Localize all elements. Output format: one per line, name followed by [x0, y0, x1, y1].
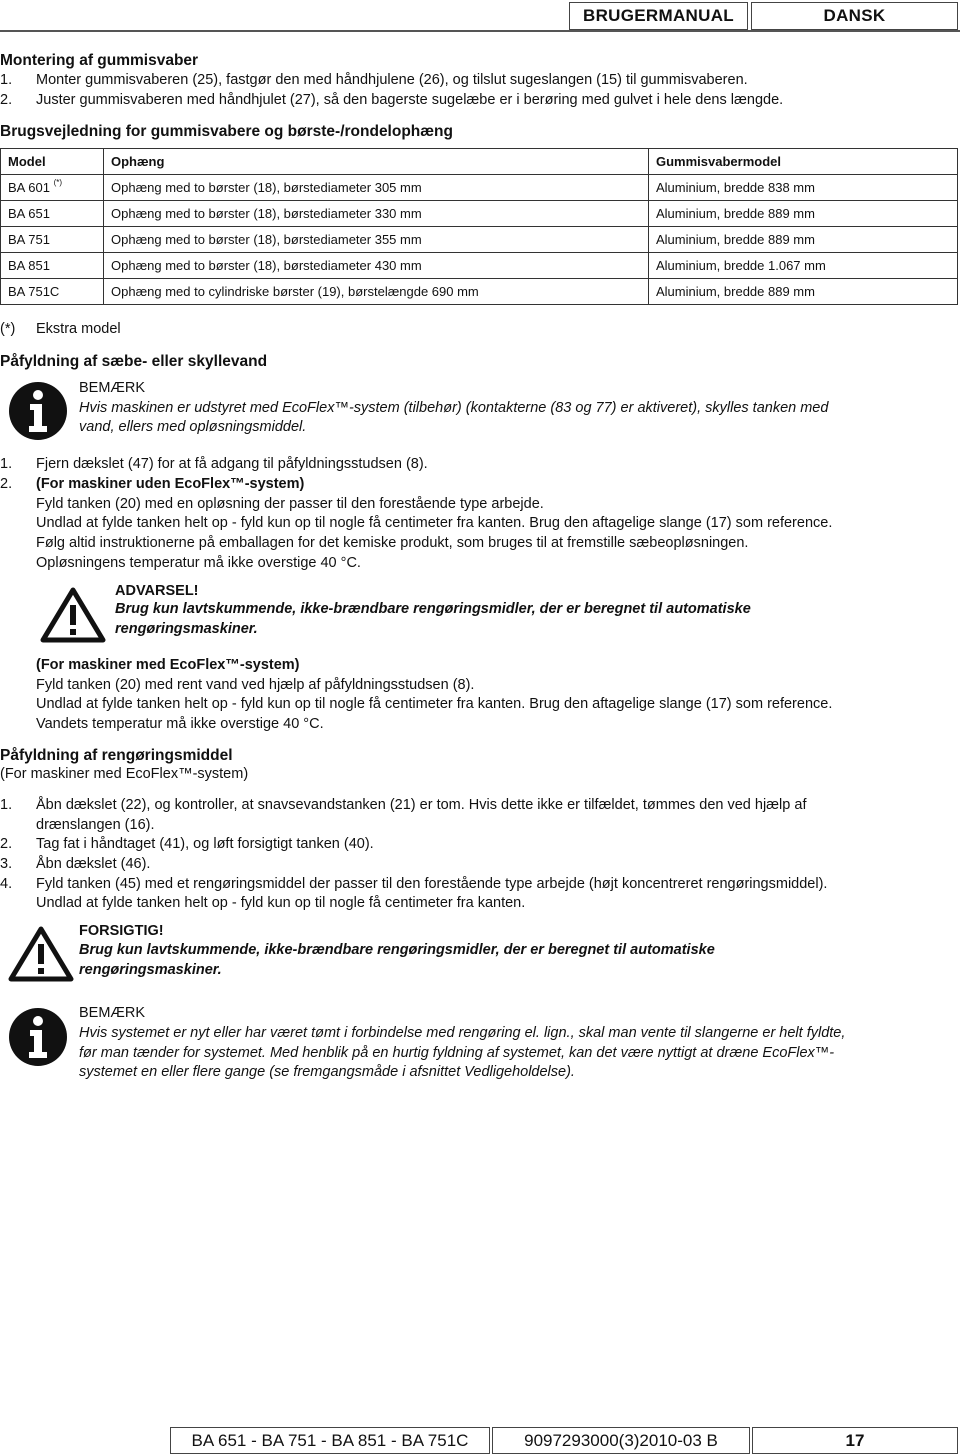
- header-rule: [0, 30, 960, 32]
- detergent-step-4-cont: Undlad at fylde tanken helt op - fyld kun op til nogle få centimeter fra kanten.: [36, 895, 526, 911]
- cell-hanging: Ophæng med to børster (18), børstediameter 355 mm: [104, 227, 649, 253]
- ecoflex-line: Fyld tanken (20) med rent vand ved hjælp af påfyldningsstudsen (8).: [36, 677, 475, 693]
- cell-model: BA 751C: [1, 279, 104, 305]
- detergent-step-1: 1. Åbn dækslet (22), og kontroller, at snavsevandstanken (21) er tom. Hvis dette ikke er tilfældet, tømmes den ved hjælp af: [0, 797, 807, 813]
- caution-text-line: Brug kun lavtskummende, ikke-brændbare rengøringsmidler, der er beregnet til automatiske: [79, 942, 715, 958]
- cell-model: BA 601 (*): [1, 175, 104, 201]
- cell-squeegee: Aluminium, bredde 838 mm: [649, 175, 958, 201]
- table-header-row: [1, 149, 958, 175]
- filling-step-1: 1. Fjern dækslet (47) for at få adgang til påfyldningsstudsen (8).: [0, 456, 428, 472]
- filling-step-2-line: Opløsningens temperatur må ikke overstige 40 °C.: [36, 555, 361, 571]
- note-text-line: før man tænder for systemet. Med henblik på en hurtig fyldning af systemet, kan det være nyttigt at dræne EcoFlex™-: [79, 1045, 835, 1061]
- cell-model: BA 851: [1, 253, 104, 279]
- usage-title: Brugsvejledning for gummisvabere og børste-/rondelophæng: [0, 123, 453, 140]
- table-row: [1, 201, 958, 227]
- usage-table: [0, 148, 958, 305]
- table-row: [1, 227, 958, 253]
- footer-page-number: 17: [752, 1427, 958, 1454]
- note-label: BEMÆRK: [79, 380, 146, 396]
- cell-squeegee: Aluminium, bredde 889 mm: [649, 227, 958, 253]
- ecoflex-heading: (For maskiner med EcoFlex™-system): [36, 657, 300, 673]
- filling-title: Påfyldning af sæbe- eller skyllevand: [0, 353, 268, 370]
- filling-step-2-line: Fyld tanken (20) med en opløsning der passer til den forestående type arbejde.: [36, 496, 544, 512]
- footnote: (*) Ekstra model: [0, 321, 121, 337]
- warning-icon: [8, 926, 74, 982]
- table-row: [1, 175, 958, 201]
- cell-hanging: Ophæng med to børster (18), børstediameter 305 mm: [104, 175, 649, 201]
- filling-step-2-line: Følg altid instruktionerne på emballagen for det kemiske produkt, som bruges til at fremstille sæbeopløsningen.: [36, 535, 749, 551]
- caution-label: FORSIGTIG!: [79, 923, 164, 939]
- table-row: [1, 279, 958, 305]
- detergent-step-2: 2. Tag fat i håndtaget (41), og løft forsigtigt tanken (40).: [0, 836, 374, 852]
- cell-model: BA 651: [1, 201, 104, 227]
- header-language: DANSK: [751, 2, 958, 30]
- info-icon: [9, 1008, 67, 1066]
- detergent-step-3: 3. Åbn dækslet (46).: [0, 856, 151, 872]
- cell-hanging: Ophæng med to cylindriske børster (19), børstelængde 690 mm: [104, 279, 649, 305]
- filling-step-2-line: Undlad at fylde tanken helt op - fyld kun op til nogle få centimeter fra kanten. Brug den aftagelige slange (17) som reference.: [36, 515, 833, 531]
- extra-model-mark: (*): [53, 178, 63, 187]
- cell-squeegee: Aluminium, bredde 889 mm: [649, 201, 958, 227]
- cell-hanging: Ophæng med to børster (18), børstediameter 330 mm: [104, 201, 649, 227]
- warning-text-line: Brug kun lavtskummende, ikke-brændbare rengøringsmidler, der er beregnet til automatiske: [115, 601, 751, 617]
- detergent-subtitle: (For maskiner med EcoFlex™-system): [0, 766, 249, 782]
- cell-squeegee: Aluminium, bredde 889 mm: [649, 279, 958, 305]
- cell-model: BA 751: [1, 227, 104, 253]
- col-header-hanging: Ophæng: [104, 149, 649, 175]
- mounting-step-1: 1. Monter gummisvaberen (25), fastgør den med håndhjulene (26), og tilslut sugeslangen (15) til gummisvaberen.: [0, 72, 748, 88]
- info-icon: [9, 382, 67, 440]
- cell-squeegee: Aluminium, bredde 1.067 mm: [649, 253, 958, 279]
- detergent-step-4: 4. Fyld tanken (45) med et rengøringsmiddel der passer til den forestående type arbejde (højt koncentreret rengøringsmiddel).: [0, 876, 828, 892]
- table-row: [1, 253, 958, 279]
- header-manual: BRUGERMANUAL: [569, 2, 748, 30]
- note-text-line: vand, ellers med opløsningsmiddel.: [79, 419, 307, 435]
- mounting-title: Montering af gummisvaber: [0, 52, 199, 69]
- footer-doc-code: 9097293000(3)2010-03 B: [492, 1427, 750, 1454]
- warning-icon: [40, 587, 106, 643]
- warning-label: ADVARSEL!: [115, 583, 199, 599]
- caution-text-line: rengøringsmaskiner.: [79, 962, 222, 978]
- col-header-squeegee: Gummisvabermodel: [649, 149, 958, 175]
- note-text-line: Hvis systemet er nyt eller har været tømt i forbindelse med rengøring el. lign., skal man vente til slangerne er helt fyldte,: [79, 1025, 846, 1041]
- ecoflex-line: Undlad at fylde tanken helt op - fyld kun op til nogle få centimeter fra kanten. Brug den aftagelige slange (17) som reference.: [36, 696, 833, 712]
- detergent-title: Påfyldning af rengøringsmiddel: [0, 747, 233, 764]
- note-label: BEMÆRK: [79, 1005, 146, 1021]
- mounting-step-2: 2. Juster gummisvaberen med håndhjulet (27), så den bagerste sugelæbe er i berøring med gulvet i hele dens længde.: [0, 92, 784, 108]
- cell-hanging: Ophæng med to børster (18), børstediameter 430 mm: [104, 253, 649, 279]
- note-text-line: systemet en eller flere gange (se fremgangsmåde i afsnittet Vedligeholdelse).: [79, 1064, 575, 1080]
- warning-text-line: rengøringsmaskiner.: [115, 621, 258, 637]
- detergent-step-1-cont: drænslangen (16).: [36, 817, 155, 833]
- footer-models: BA 651 - BA 751 - BA 851 - BA 751C: [170, 1427, 490, 1454]
- ecoflex-line: Vandets temperatur må ikke overstige 40 °C.: [36, 716, 324, 732]
- note-text-line: Hvis maskinen er udstyret med EcoFlex™-system (tilbehør) (kontakterne (83 og 77) er aktiveret), skylles tanken med: [79, 400, 829, 416]
- col-header-model: Model: [1, 149, 104, 175]
- filling-step-2: 2. (For maskiner uden EcoFlex™-system): [0, 476, 305, 492]
